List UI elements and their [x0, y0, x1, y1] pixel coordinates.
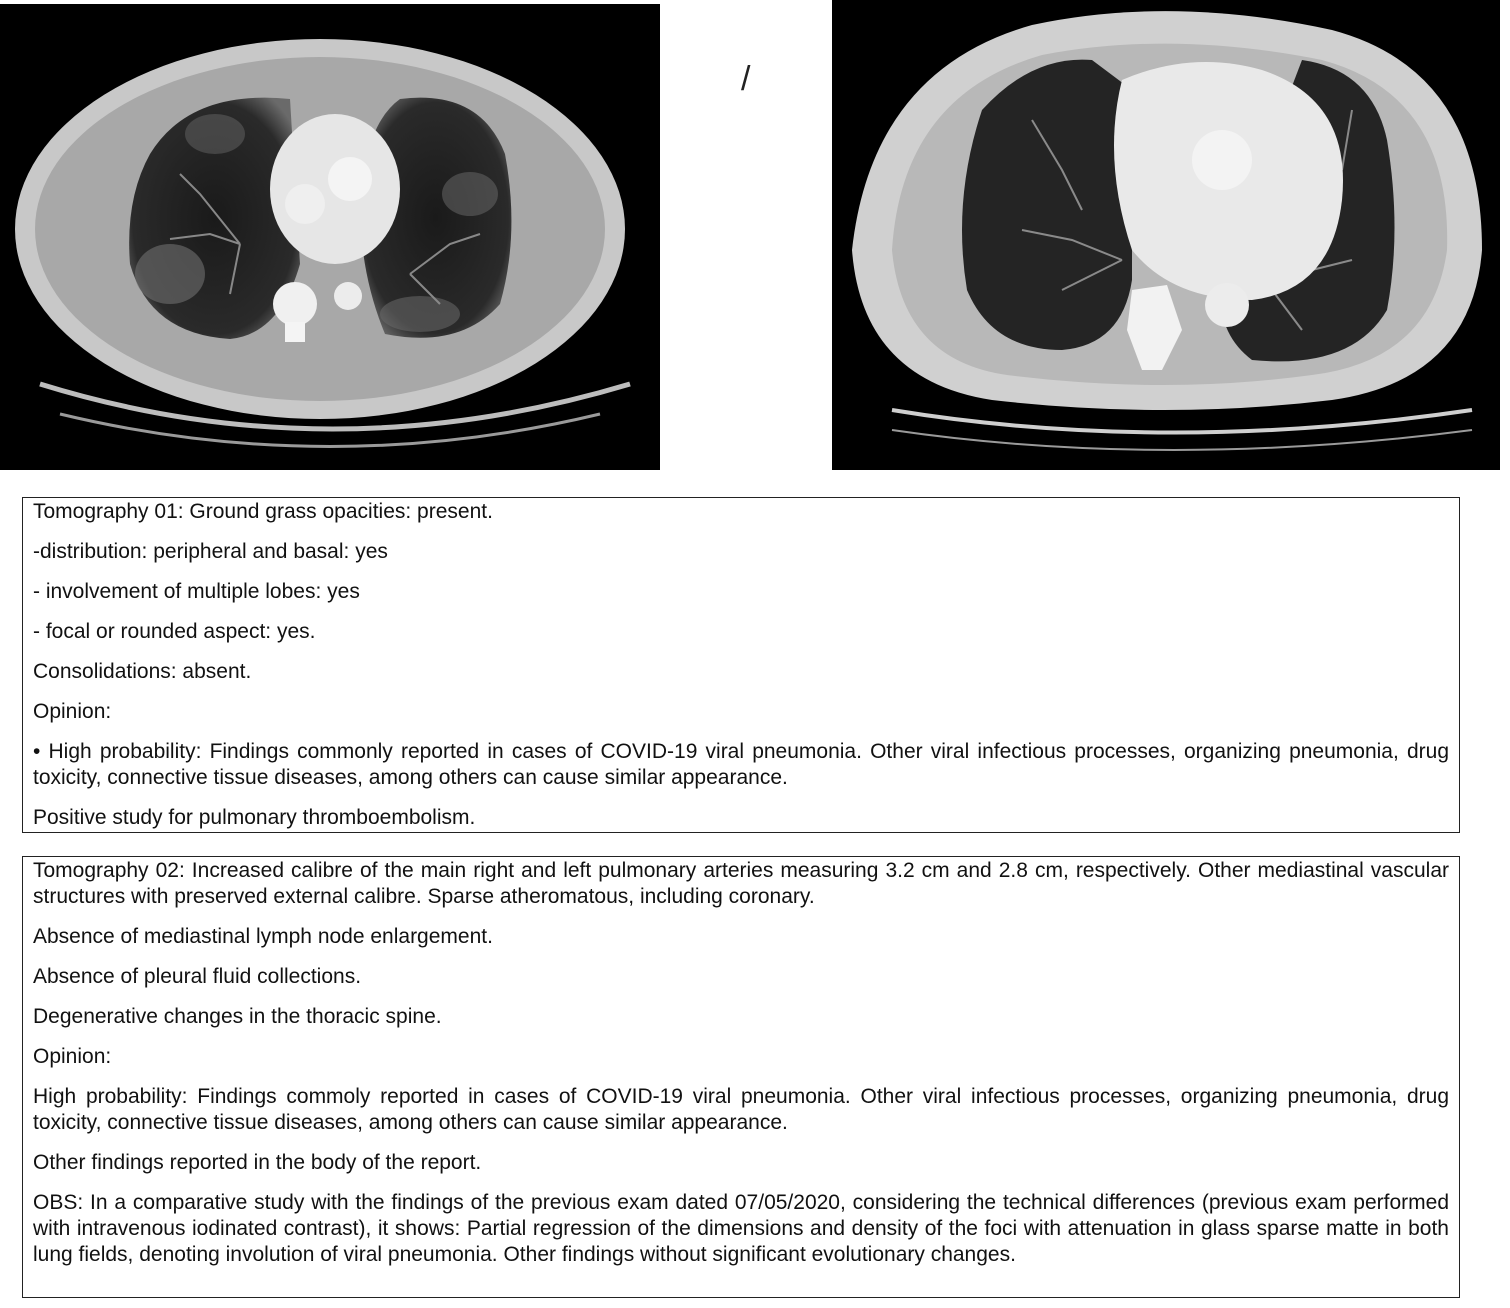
report-line: - involvement of multiple lobes: yes	[33, 580, 360, 603]
tomography-01-report	[22, 497, 1460, 833]
report-line: Absence of pleural fluid collections.	[33, 965, 362, 988]
report-opinion-text: High probability: Findings commoly reported in cases of COVID-19 viral pneumonia. Other viral infectious processes, organizing pneumonia, drug toxicity, connective tissue diseases, among others can cause similar appearance.	[33, 1085, 1449, 1134]
ct-scan-image-2	[832, 0, 1500, 470]
tomography-02-report	[22, 856, 1460, 1298]
ct-scan-2-drawing	[832, 0, 1500, 470]
image-separator: /	[741, 60, 751, 98]
report-line: Positive study for pulmonary thromboembolism.	[33, 806, 476, 829]
report-opinion-text: • High probability: Findings commonly reported in cases of COVID-19 viral pneumonia. Other viral infectious processes, organizing pneumonia, drug toxicity, connective tissue diseases, among others can cause similar appearance.	[33, 740, 1449, 789]
tomography-02-header: Tomography 02: Increased calibre of the main right and left pulmonary arteries measuring 3.2 cm and 2.8 cm, respectively. Other mediastinal vascular structures with preserved external calibre. Sparse atheromatous, including coronary.	[33, 859, 1449, 908]
report-obs-text: OBS: In a comparative study with the findings of the previous exam dated 07/05/2020, considering the technical differences (previous exam performed with intravenous iodinated contrast), it shows: Partial regression of the dimensions and density of the foci with attenuation in glass sparse matte in both lung fields, denoting involution of viral pneumonia. Other findings without significant evolutionary changes.	[33, 1191, 1449, 1266]
report-line: Consolidations: absent.	[33, 660, 252, 683]
report-line: -distribution: peripheral and basal: yes	[33, 540, 388, 563]
report-line: Degenerative changes in the thoracic spine.	[33, 1005, 442, 1028]
report-line: Opinion:	[33, 1045, 112, 1068]
ct-scan-image-1	[0, 4, 660, 470]
report-line: Other findings reported in the body of the report.	[33, 1151, 482, 1174]
report-line: Opinion:	[33, 700, 112, 723]
report-line: Absence of mediastinal lymph node enlargement.	[33, 925, 493, 948]
report-line: - focal or rounded aspect: yes.	[33, 620, 316, 643]
tomography-01-header: Tomography 01: Ground grass opacities: present.	[33, 500, 493, 523]
ct-scan-1-drawing	[0, 4, 660, 470]
